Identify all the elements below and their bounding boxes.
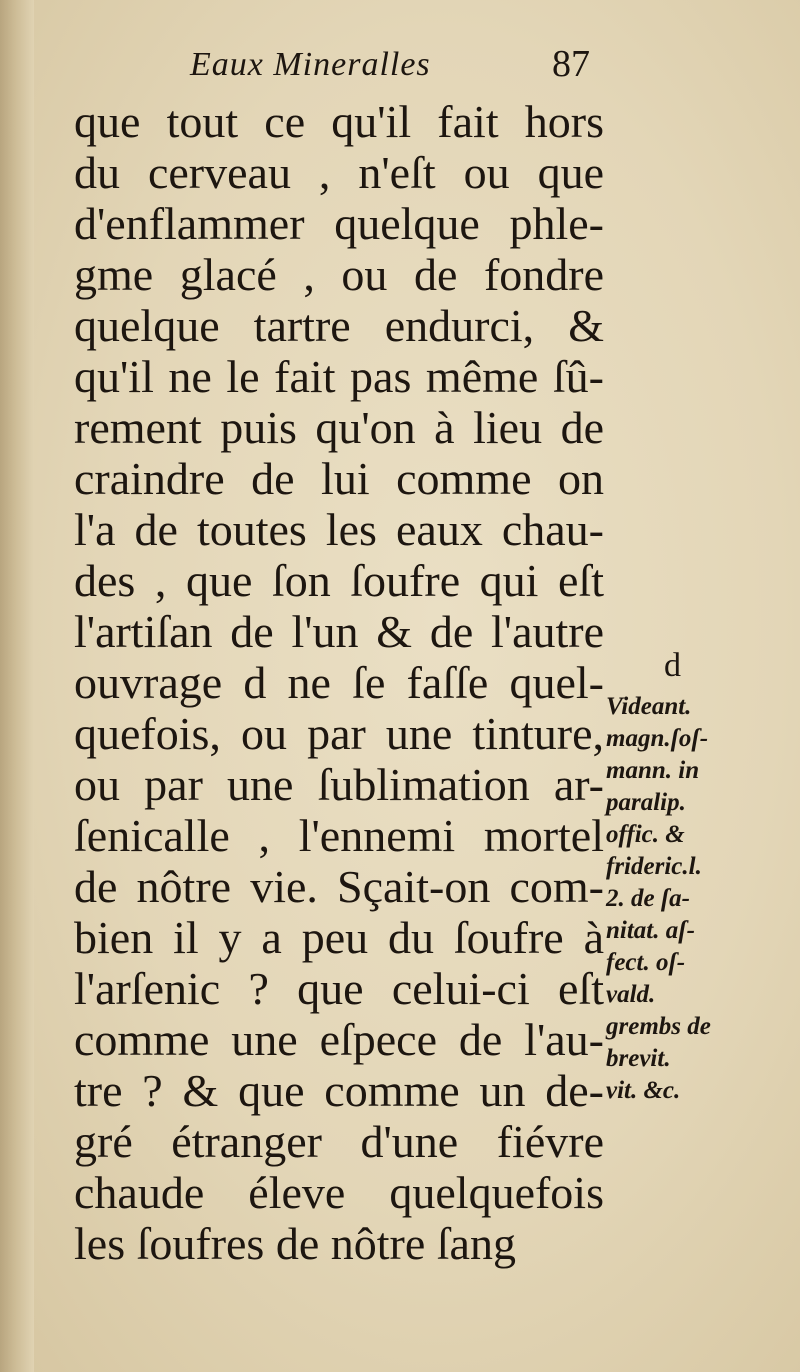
running-title: Eaux Mineralles (190, 46, 431, 83)
margin-note-line: offic. & (606, 821, 685, 848)
text-line: craindre de lui comme on (74, 453, 604, 504)
text-line: ou par une ſublimation ar- (74, 759, 604, 810)
margin-note-line: vald. (606, 981, 656, 1008)
margin-note-line: mann. in (606, 757, 700, 784)
page-number: 87 (552, 43, 590, 85)
margin-note-line: paralip. (606, 789, 686, 816)
margin-note-line: fect. oſ- (606, 949, 686, 976)
text-line: ouvrage d ne ſe faſſe quel- (74, 657, 604, 708)
margin-note-line: nitat. aſ- (606, 917, 695, 944)
margin-note-line: brevit. (606, 1045, 671, 1072)
margin-note-line: frideric.l. (606, 853, 702, 880)
text-line: chaude éleve quelquefois (74, 1167, 604, 1218)
margin-note-line: vit. &c. (606, 1077, 681, 1104)
text-line: comme une eſpece de l'au- (74, 1014, 604, 1065)
text-line: que tout ce qu'il fait hors (74, 96, 604, 147)
text-line: bien il y a peu du ſoufre à (74, 912, 604, 963)
text-line: tre ? & que comme un de- (74, 1065, 604, 1116)
text-line: l'a de toutes les eaux chau- (74, 504, 604, 555)
text-line: l'arſenic ? que celui-ci eſt (74, 963, 604, 1014)
text-line: des , que ſon ſoufre qui eſt (74, 555, 604, 606)
text-line: de nôtre vie. Sçait-on com- (74, 861, 604, 912)
text-line: rement puis qu'on à lieu de (74, 402, 604, 453)
margin-note-line: Videant. (606, 693, 692, 720)
margin-note-line: 2. de ſa- (606, 885, 690, 912)
margin-note-line: magn.ſoſ- (606, 725, 709, 752)
page-gutter (0, 0, 34, 1372)
text-line: l'artiſan de l'un & de l'autre (74, 606, 604, 657)
marginal-note (606, 640, 776, 1107)
reference-mark: d (664, 647, 681, 684)
text-line: du cerveau , n'eſt ou que (74, 147, 604, 198)
text-line: ſenicalle , l'ennemi mortel (74, 810, 604, 861)
text-line: quefois, ou par une tinture, (74, 708, 604, 759)
text-line: quelque tartre endurci, & (74, 300, 604, 351)
text-line: les ſoufres de nôtre ſang (74, 1218, 516, 1269)
margin-note-line: grembs de (606, 1013, 711, 1040)
text-line: qu'il ne le fait pas même ſû- (74, 351, 604, 402)
text-line: d'enflammer quelque phle- (74, 198, 604, 249)
main-text-block (74, 96, 604, 1269)
text-line: gré étranger d'une fiévre (74, 1116, 604, 1167)
text-line: gme glacé , ou de fondre (74, 249, 604, 300)
